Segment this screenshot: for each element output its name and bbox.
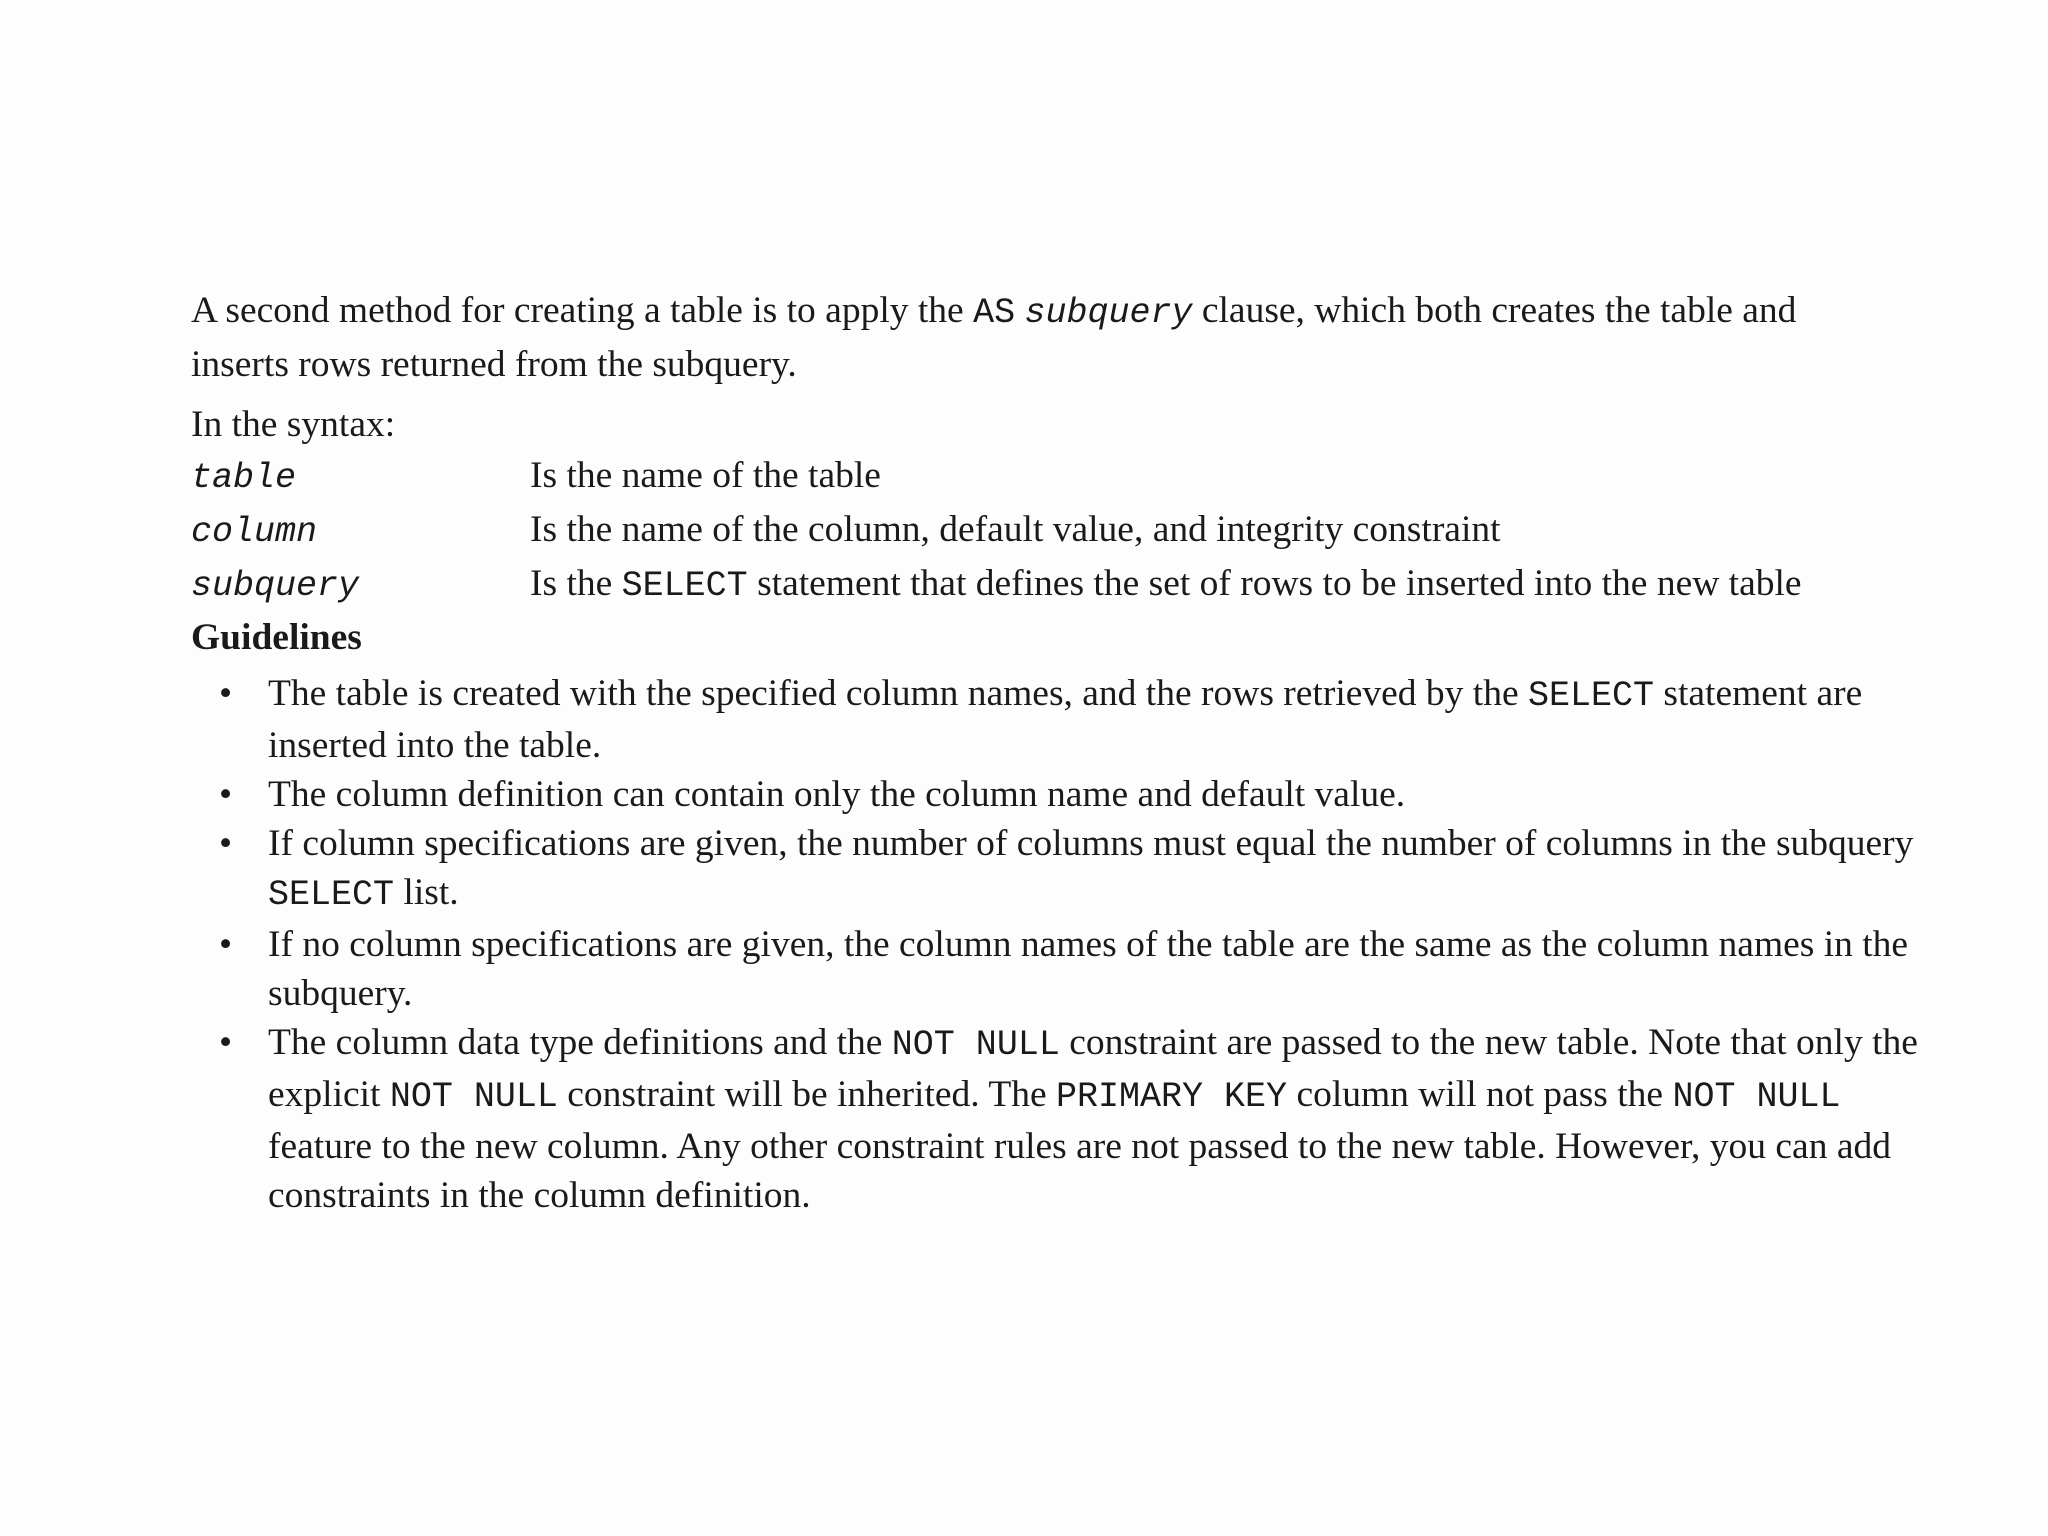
item-text: The column data type definitions and the — [268, 1022, 892, 1063]
intro-text-1: A second method for creating a table is to apply the — [191, 290, 974, 331]
item-text: If column specifications are given, the number of columns must equal the number of columns in the subquery — [268, 823, 1914, 864]
code-select: SELECT — [1527, 676, 1654, 716]
syntax-term: column — [191, 512, 318, 552]
item-text: list. — [394, 872, 459, 913]
code-as: AS — [973, 293, 1016, 333]
item-text: constraint are passed to the new table. Note that only the explicit — [268, 1022, 1918, 1115]
list-item — [191, 920, 1928, 1018]
bullet-icon: • — [219, 673, 233, 714]
code-not-null: NOT NULL — [389, 1077, 558, 1117]
guidelines-heading: Guidelines — [191, 617, 362, 658]
syntax-description: Is the name of the table — [530, 455, 881, 496]
code-select: SELECT — [268, 875, 395, 915]
list-item — [191, 819, 1928, 920]
bullet-icon: • — [219, 774, 233, 815]
list-item — [191, 669, 1928, 770]
code-select: SELECT — [621, 566, 748, 606]
syntax-term: table — [191, 458, 297, 498]
document-body — [191, 285, 1918, 1220]
guidelines-list — [191, 669, 1918, 1220]
syntax-lead: In the syntax: — [191, 404, 396, 445]
syntax-row-table — [191, 450, 1891, 504]
bullet-icon: • — [219, 924, 233, 965]
item-text: The table is created with the specified column names, and the rows retrieved by the — [268, 673, 1528, 714]
syntax-row-column — [191, 504, 1891, 558]
item-text: If no column specifications are given, the column names of the table are the same as the column names in the subquery. — [268, 924, 1909, 1014]
item-text: statement are inserted into the table. — [268, 673, 1863, 766]
code-not-null: NOT NULL — [891, 1025, 1060, 1065]
syntax-row-subquery — [191, 558, 1891, 612]
item-text: feature to the new column. Any other constraint rules are not passed to the new table. However, you can add constraints in the column definition. — [268, 1126, 1891, 1216]
bullet-icon: • — [219, 1022, 233, 1063]
code-not-null: NOT NULL — [1672, 1077, 1841, 1117]
item-text: column will not pass the — [1287, 1074, 1673, 1115]
syntax-desc-text-2: statement that defines the set of rows to be inserted into the new table — [747, 563, 1802, 604]
item-text: constraint will be inherited. The — [557, 1074, 1057, 1115]
code-subquery: subquery — [1024, 293, 1193, 333]
list-item — [191, 770, 1928, 819]
code-primary-key: PRIMARY KEY — [1056, 1077, 1288, 1117]
syntax-description — [530, 558, 1891, 612]
intro-text-2: clause, which both creates the table and inserts rows returned from the subquery. — [191, 290, 1797, 385]
item-text: The column definition can contain only the column name and default value. — [268, 774, 1406, 815]
intro-paragraph — [191, 285, 1891, 390]
list-item — [191, 1018, 1928, 1220]
syntax-term: subquery — [191, 566, 360, 606]
syntax-desc-text-1: Is the — [530, 563, 622, 604]
bullet-icon: • — [219, 823, 233, 864]
syntax-description: Is the name of the column, default value, and integrity constraint — [530, 509, 1501, 550]
